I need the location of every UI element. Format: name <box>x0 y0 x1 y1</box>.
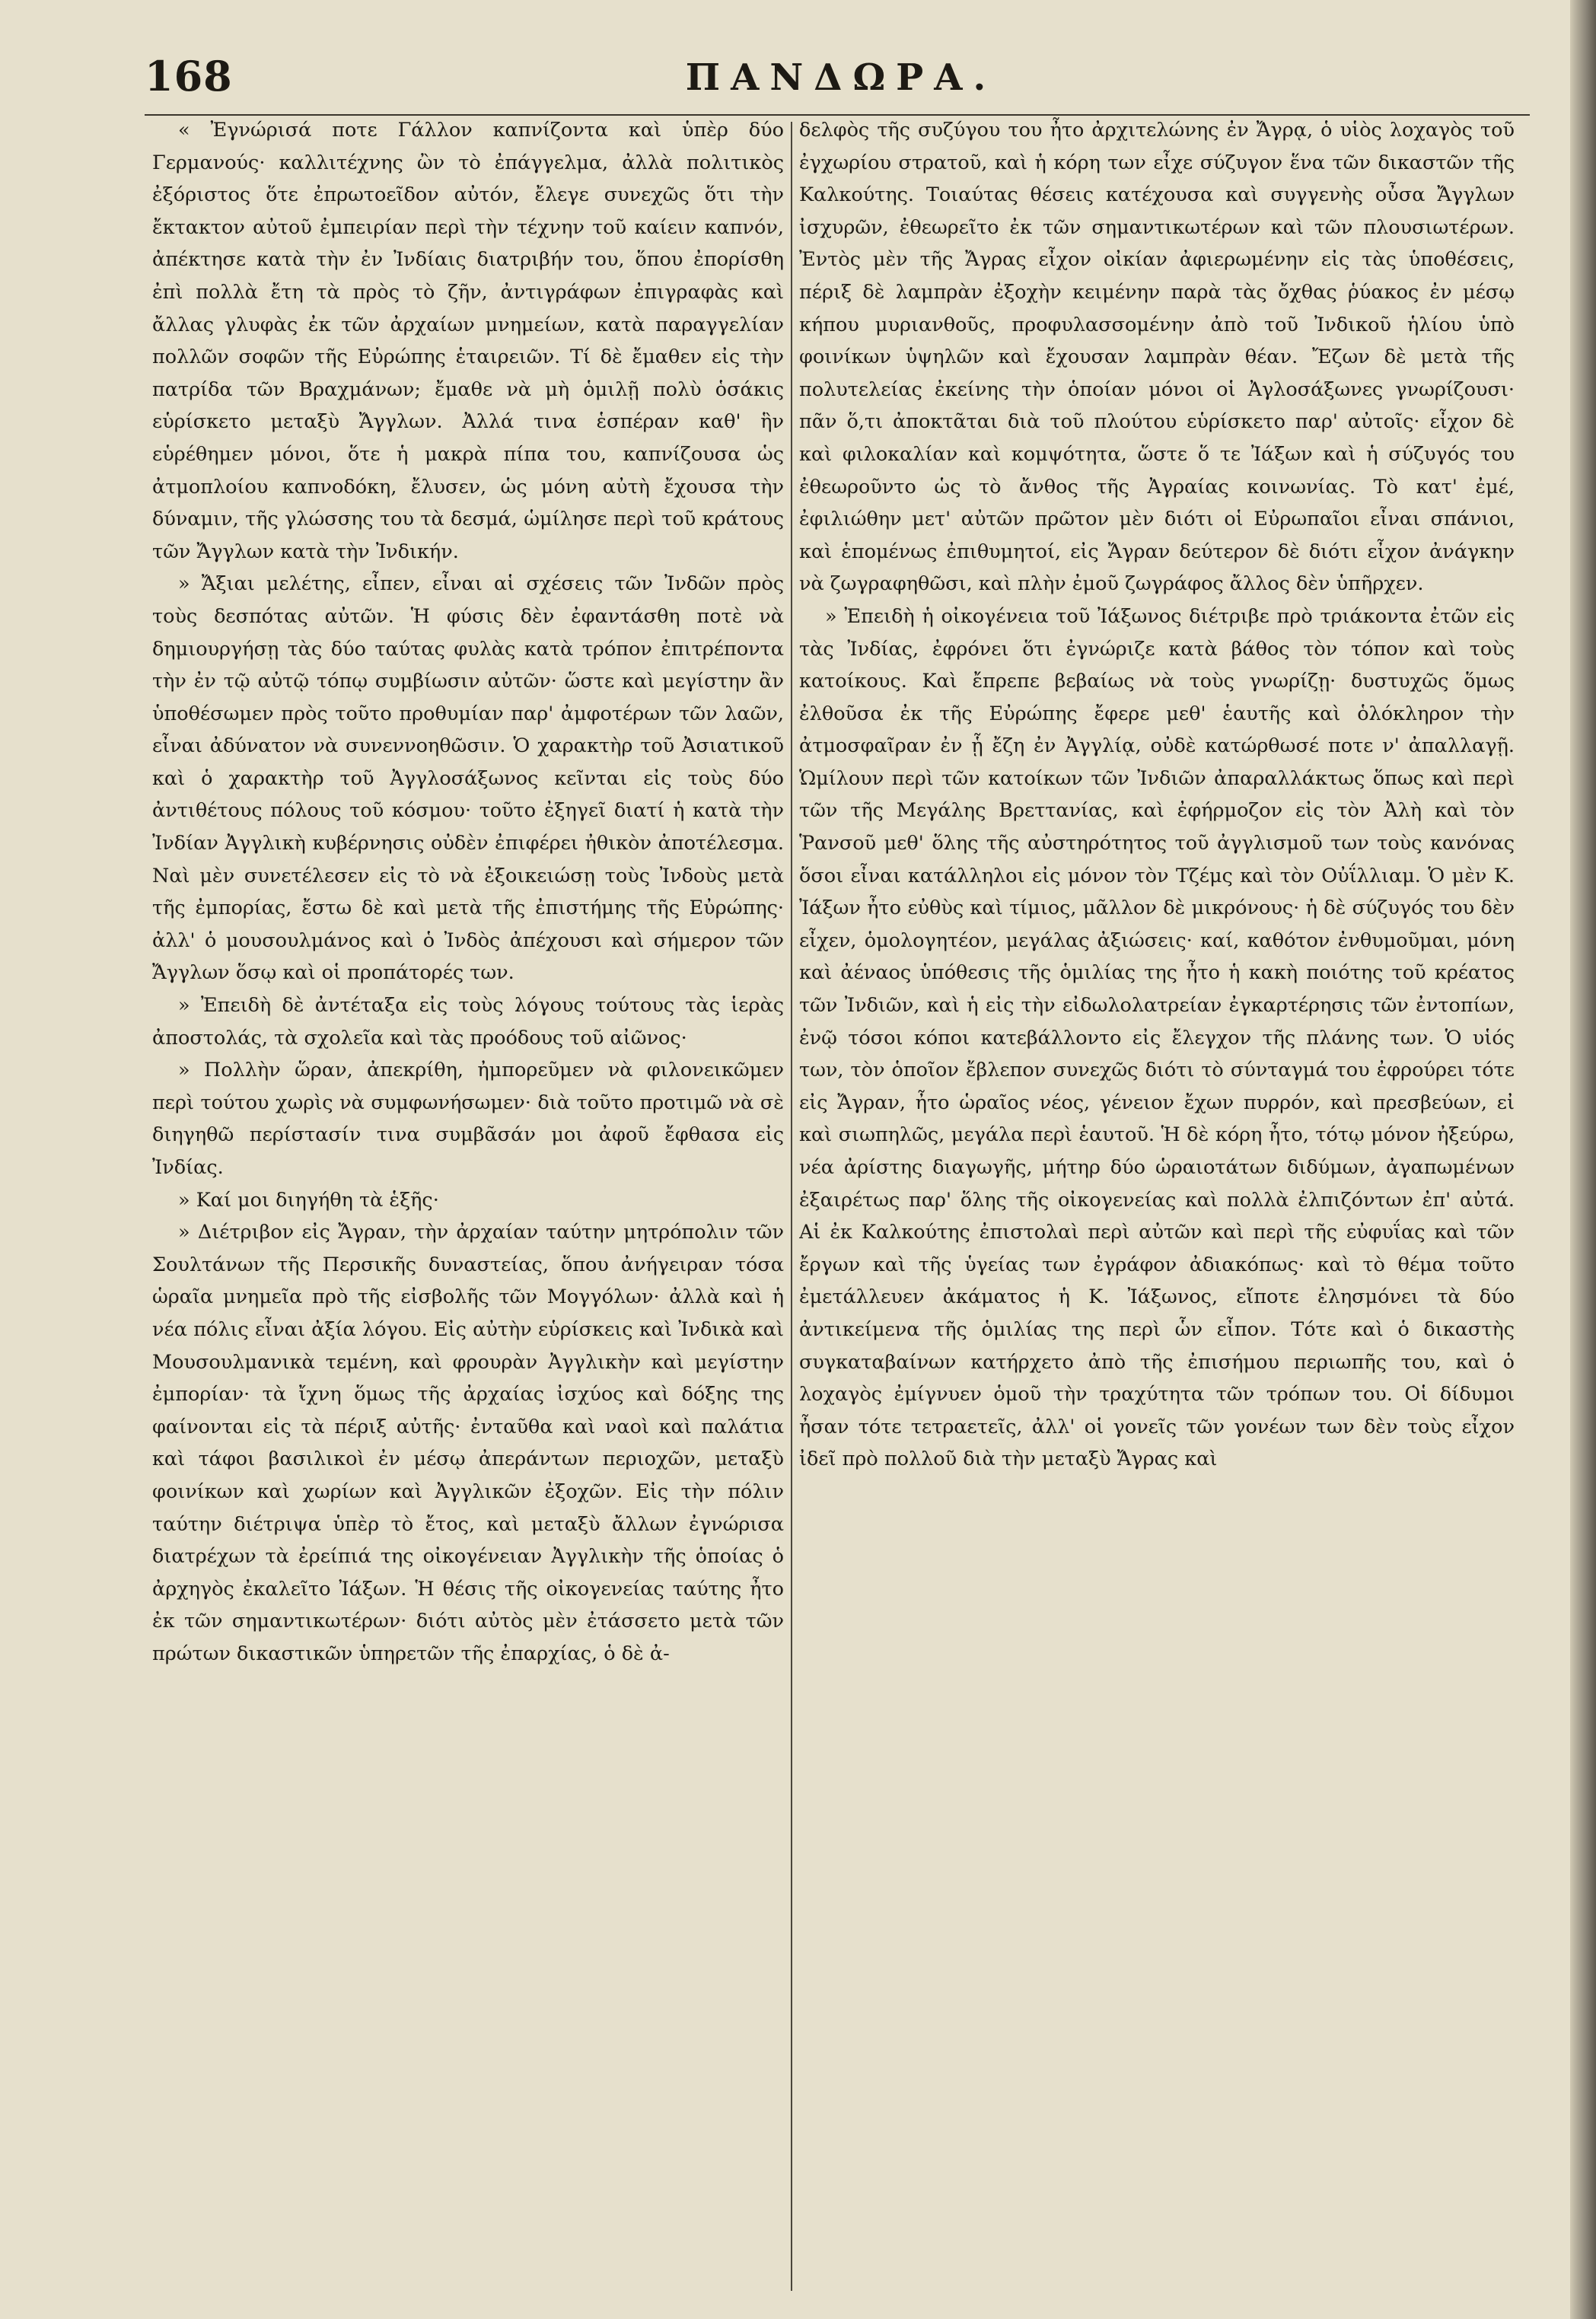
page-number: 168 <box>145 52 233 100</box>
page-header <box>145 52 1537 105</box>
paragraph: δελφὸς τῆς συζύγου του ἦτο ἀρχιτελώνης ἐν Ἄγρᾳ, ὁ υἱὸς λοχαγὸς τοῦ ἐγχωρίου στρατοῦ, καὶ ἡ κόρη των εἶχε σύζυγον ἕνα τῶν δικαστῶν τῆς Καλκούτης. Τοιαύτας θέσεις κατέχουσα καὶ συγγενὴς οὖσα Ἄγγλων ἰσχυρῶν, ἐθεωρεῖτο ἐκ τῶν σημαντικωτέρων καὶ τῶν πλουσιωτέρων. Ἐντὸς μὲν τῆς Ἄγρας εἶχον οἰκίαν ἀφιερωμένην εἰς τὰς ὑποθέσεις, πέριξ δὲ λαμπρὰν ἐξοχὴν κειμένην παρὰ τὰς ὄχθας ῥύακος ἐν μέσῳ κήπου μυριανθοῦς, προφυλασσομένην ἀπὸ τοῦ Ἰνδικοῦ ἡλίου ὑπὸ φοινίκων ὑψηλῶν καὶ ἔχουσαν λαμπρὰν θέαν. Ἔζων δὲ μετὰ τῆς πολυτελείας ἐκείνης τὴν ὁποίαν μόνοι οἱ Ἀγλοσάξωνες γνωρίζουσι· πᾶν ὅ,τι ἀποκτᾶται διὰ τοῦ πλούτου εὑρίσκετο παρ' αὐτοῖς· εἶχον δὲ καὶ φιλοκαλίαν καὶ κομψότητα, ὥστε ὅ τε Ἰάξων καὶ ἡ σύζυγός του ἐθεωροῦντο ὡς τὸ ἄνθος τῆς Ἀγραίας κοινωνίας. Τὸ κατ' ἐμέ, ἐφιλιώθην μετ' αὐτῶν πρῶτον μὲν διότι οἱ Εὐρωπαῖοι εἶναι σπάνιοι, καὶ ἑπομένως ἐπιθυμητοί, εἰς Ἄγραν δεύτερον δὲ διότι εἶχον ἀνάγκην νὰ ζωγραφηθῶσι, καὶ πλὴν ἐμοῦ ζωγράφος ἄλλος δὲν ὑπῆρχεν. <box>799 119 1515 596</box>
paragraph: » Ἐπειδὴ ἡ οἰκογένεια τοῦ Ἰάξωνος διέτριβε πρὸ τριάκοντα ἐτῶν εἰς τὰς Ἰνδίας, ἐφρόνει ὅτι ἐγνώριζε κατὰ βάθος τὸν τόπον καὶ τοὺς κατοίκους. Καὶ ἔπρεπε βεβαίως νὰ τοὺς γνωρίζῃ· δυστυχῶς ὅμως ἐλθοῦσα ἐκ τῆς Εὐρώπης ἔφερε μεθ' ἑαυτῆς καὶ ὁλόκληρον τὴν ἀτμοσφαῖραν ἐν ᾗ ἔζη ἐν Ἀγγλίᾳ, οὐδὲ κατώρθωσέ ποτε ν' ἀπαλλαγῇ. Ὡμίλουν περὶ τῶν κατοίκων τῶν Ἰνδιῶν ἀπαραλλάκτως ὅπως καὶ περὶ τῶν τῆς Μεγάλης Βρεττανίας, καὶ ἐφήρμοζον εἰς τὸν Ἀλὴ καὶ τὸν Ῥανσοῦ μεθ' ὅλης τῆς αὐστηρότητος τοῦ ἀγγλισμοῦ των τοὺς κανόνας ὅσοι εἶναι κατάλληλοι εἰς μόνον τὸν Τζέμς καὶ τὸν Οὐΐλλιαμ. Ὁ μὲν Κ. Ἰάξων ἦτο εὐθὺς καὶ τίμιος, μᾶλλον δὲ μικρόνους· ἡ δὲ σύζυγός του δὲν εἶχεν, ὁμολογητέον, μεγάλας ἀξιώσεις· καί, καθότον ἐνθυμοῦμαι, μόνη καὶ ἀέναος ὑπόθεσις τῆς ὁμιλίας της ἦτο ἡ κακὴ ποιότης τοῦ κρέατος τῶν Ἰνδιῶν, καὶ ἡ εἰς τὴν εἰδωλολατρείαν ἐγκαρτέρησις τῶν ἐντοπίων, ἐνῷ τόσοι κόποι κατεβάλλοντο εἰς ἔλεγχον τῆς πλάνης των. Ὁ υἱός των, τὸν ὁποῖον ἔβλεπον συνεχῶς διότι τὸ σύνταγμά του ἐφρούρει τότε εἰς Ἄγραν, ἦτο ὡραῖος νέος, γένειον ἔχων πυρρόν, καὶ πρεσβεύων, εἰ καὶ σιωπηλῶς, μεγάλα περὶ ἑαυτοῦ. Ἡ δὲ κόρη ἦτο, τότῳ μόνον ἠξεύρω, νέα ἀρίστης διαγωγῆς, μήτηρ δύο ὡραιοτάτων διδύμων, ἀγαπωμένων ἐξαιρέτως παρ' ὅλης τῆς οἰκογενείας καὶ πολλὰ ἐλπιζόντων ἐπ' αὐτά. Αἱ ἐκ Καλκούτης ἐπιστολαὶ περὶ αὐτῶν καὶ περὶ τῆς εὐφυΐας καὶ τῶν ἔργων καὶ τῆς ὑγείας των ἐγράφον ἀδιακόπως· καὶ τὸ θέμα τοῦτο ἐμετάλλευεν ἀκάματος ἡ Κ. Ἰάξωνος, εἴποτε ἐλησμόνει τὰ δύο ἀντικείμενα τῆς ὁμιλίας της περὶ ὧν εἶπον. Τότε καὶ ὁ δικαστὴς συγκαταβαίνων κατήρχετο ἀπὸ τῆς ἐπισήμου περιωπῆς του, καὶ ὁ λοχαγὸς ἐμίγνυεν ὁμοῦ τὴν τραχύτητα τῶν τρόπων του. Οἱ δίδυμοι ἦσαν τότε τετραετεῖς, ἀλλ' οἱ γονεῖς τῶν γονέων των δὲν τοὺς εἶχον ἰδεῖ πρὸ πολλοῦ διὰ τὴν μεταξὺ Ἄγρας καὶ <box>799 604 1515 1471</box>
paragraph: » Διέτριβον εἰς Ἄγραν, τὴν ἀρχαίαν ταύτην μητρόπολιν τῶν Σουλτάνων τῆς Περσικῆς δυναστείας, ὅπου ἀνήγειραν τόσα ὡραῖα μνημεῖα πρὸ τῆς εἰσβολῆς τῶν Μογγόλων· ἀλλὰ καὶ ἡ νέα πόλις εἶναι ἀξία λόγου. Εἰς αὐτὴν εὑρίσκεις καὶ Ἰνδικὰ καὶ Μουσουλμανικὰ τεμένη, καὶ φρουρὰν Ἀγγλικὴν καὶ μεγίστην ἐμπορίαν· τὰ ἴχνη ὅμως τῆς ἀρχαίας ἰσχύος καὶ δόξης της φαίνονται εἰς τὰ πέριξ αὐτῆς· ἐνταῦθα καὶ ναοὶ καὶ παλάτια καὶ τάφοι βασιλικοὶ ἐν μέσῳ ἀπεράντων περιοχῶν, μεταξὺ φοινίκων καὶ χωρίων καὶ Ἀγγλικῶν ἐξοχῶν. Εἰς τὴν πόλιν ταύτην διέτριψα ὑπὲρ τὸ ἔτος, καὶ μεταξὺ ἄλλων ἐγνώρισα διατρέχων τὰ ἐρείπιά της οἰκογένειαν Ἀγγλικὴν τῆς ὁποίας ὁ ἀρχηγὸς ἐκαλεῖτο Ἰάξων. Ἡ θέσις τῆς οἰκογενείας ταύτης ἦτο ἐκ τῶν σημαντικωτέρων· διότι αὐτὸς μὲν ἐτάσσετο μετὰ τῶν πρώτων δικαστικῶν ὑπηρετῶν τῆς ἐπαρχίας, ὁ δὲ ἀ- <box>152 1221 784 1665</box>
column-divider <box>791 122 792 2291</box>
paragraph: » Ἄξιαι μελέτης, εἶπεν, εἶναι αἱ σχέσεις τῶν Ἰνδῶν πρὸς τοὺς δεσπότας αὐτῶν. Ἡ φύσις δὲν ἐφαντάσθη ποτὲ νὰ δημιουργήσῃ τὰς δύο ταύτας φυλὰς κατὰ τρόπον ἐπιτρέποντα τὴν ἐν τῷ αὐτῷ τόπῳ συμβίωσιν αὐτῶν· ὥστε καὶ μεγίστην ἂν ὑποθέσωμεν πρὸς τοῦτο προθυμίαν παρ' ἀμφοτέρων τῶν λαῶν, εἶναι ἀδύνατον νὰ συνεννοηθῶσιν. Ὁ χαρακτὴρ τοῦ Ἀσιατικοῦ καὶ ὁ χαρακτὴρ τοῦ Ἀγγλοσάξωνος κεῖνται εἰς τοὺς δύο ἀντιθέτους πόλους τοῦ κόσμου· τοῦτο ἐξηγεῖ διατί ἡ κατὰ τὴν Ἰνδίαν Ἀγγλικὴ κυβέρνησις οὐδὲν ἐπιφέρει ἠθικὸν ἀποτέλεσμα. Ναὶ μὲν συνετέλεσεν εἰς τὸ νὰ ἐξοικειώσῃ τοὺς Ἰνδοὺς μετὰ τῆς ἐμπορίας, ἔστω δὲ καὶ μετὰ τῆς ἐπιστήμης τῆς Εὐρώπης· ἀλλ' ὁ μουσουλμάνος καὶ ὁ Ἰνδὸς ἀπέχουσι καὶ σήμερον τῶν Ἄγγλων ὅσῳ καὶ οἱ προπάτορές των. <box>152 572 784 985</box>
paragraph: » Πολλὴν ὥραν, ἀπεκρίθη, ἠμπορεῦμεν νὰ φιλονεικῶμεν περὶ τούτου χωρὶς νὰ συμφωνήσωμεν· διὰ τοῦτο προτιμῶ νὰ σὲ διηγηθῶ περίστασίν τινα συμβᾶσάν μοι ἀφοῦ ἔφθασα εἰς Ἰνδίας. <box>152 1059 784 1179</box>
left-column <box>152 114 784 2291</box>
paragraph: » Ἐπειδὴ δὲ ἀντέταξα εἰς τοὺς λόγους τούτους τὰς ἱερὰς ἀποστολάς, τὰ σχολεῖα καὶ τὰς προόδους τοῦ αἰῶνος· <box>152 994 784 1050</box>
page-edge-shadow <box>1570 0 1596 2319</box>
paragraph: » Καί μοι διηγήθη τὰ ἑξῆς· <box>178 1188 439 1212</box>
running-title: ΠΑΝΔΩΡΑ. <box>685 56 997 99</box>
paragraph: « Ἐγνώρισά ποτε Γάλλον καπνίζοντα καὶ ὑπὲρ δύο Γερμανούς· καλλιτέχνης ὢν τὸ ἐπάγγελμα, ἀλλὰ πολιτικὸς ἐξόριστος ὅτε ἐπρωτοεῖδον αὐτόν, ἔλεγε συνεχῶς ὅτι τὴν ἔκτακτον αὐτοῦ ἐμπειρίαν περὶ τὴν τέχνην τοῦ καίειν καπνόν, ἀπέκτησε κατὰ τὴν ἐν Ἰνδίαις διατριβήν του, ὅπου ἐπορίσθη ἐπὶ πολλὰ ἔτη τὰ πρὸς τὸ ζῆν, ἀντιγράφων ἐπιγραφὰς καὶ ἄλλας γλυφὰς ἐκ τῶν ἀρχαίων μνημείων, κατὰ παραγγελίαν πολλῶν σοφῶν τῆς Εὐρώπης ἑταιρειῶν. Τί δὲ ἔμαθεν εἰς τὴν πατρίδα τῶν Βραχμάνων; ἔμαθε νὰ μὴ ὁμιλῇ πολὺ ὁσάκις εὑρίσκετο μεταξὺ Ἄγγλων. Ἀλλά τινα ἑσπέραν καθ' ἣν εὑρέθημεν μόνοι, ὅτε ἡ μακρὰ πίπα του, καπνίζουσα ὡς ἀτμοπλοίου καπνοδόκη, ἔλυσεν, ὡς μόνη αὐτὴ ἔχουσα τὴν δύναμιν, τῆς γλώσσης του τὰ δεσμά, ὡμίλησε περὶ τοῦ κράτους τῶν Ἄγγλων κατὰ τὴν Ἰνδικήν. <box>152 119 784 563</box>
right-column <box>799 114 1515 2291</box>
